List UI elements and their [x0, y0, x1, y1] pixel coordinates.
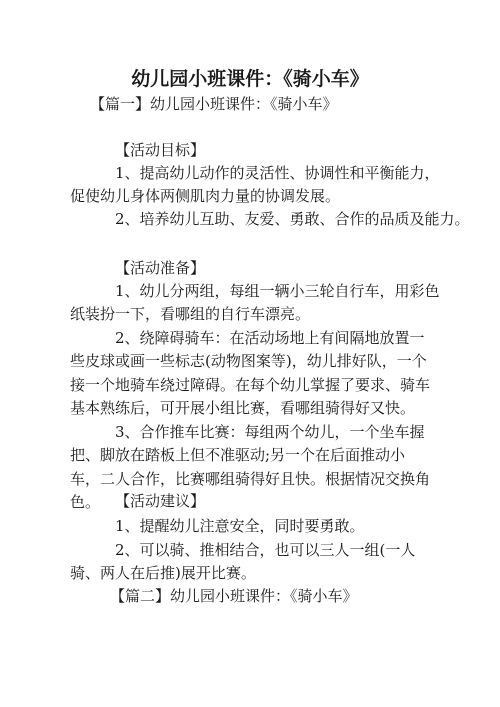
- suggest-paragraph: 2、可以骑、推相结合，也可以三人一组(一人骑、两人在后推)展开比赛。: [70, 541, 416, 583]
- goal-paragraph: 2、培养幼儿互助、友爱、勇敢、合作的品质及能力。: [115, 210, 470, 228]
- goals-heading: 【活动目标】: [115, 141, 206, 159]
- prep-paragraph: 2、绕障碍骑车：在活动场地上有间隔地放置一些皮球或画一些标志(动物图案等)，幼儿排好队，一个接一个地骑车绕过障碍。在每个幼儿掌握了要求、骑车基本熟练后，可开展小组比赛，看哪组骑得好又快。: [70, 329, 431, 418]
- part2-heading: 【篇二】幼儿园小班课件：《骑小车》: [110, 587, 358, 605]
- part1-heading: 【篇一】幼儿园小班课件：《骑小车》: [90, 95, 338, 113]
- prep-heading: 【活动准备】: [115, 259, 206, 277]
- suggest-heading: 【活动建议】: [115, 492, 206, 510]
- suggest-paragraph: 1、提醒幼儿注意安全，同时要勇敢。: [115, 517, 365, 535]
- prep-paragraph: 1、幼儿分两组，每组一辆小三轮自行车，用彩色纸装扮一下，看哪组的自行车漂亮。: [70, 282, 440, 324]
- prep-paragraph: 3、合作推车比赛：每组两个幼儿，一个坐车握把、脚放在踏板上但不准驱动;另一个在后面推动小车，二人合作，比赛哪组骑得好且快。根据情况交换角色。: [70, 423, 431, 512]
- document-title: 幼儿园小班课件：《骑小车》: [131, 68, 369, 90]
- goal-paragraph: 1、提高幼儿动作的灵活性、协调性和平衡能力，促使幼儿身体两侧肌肉力量的协调发展。: [70, 164, 440, 206]
